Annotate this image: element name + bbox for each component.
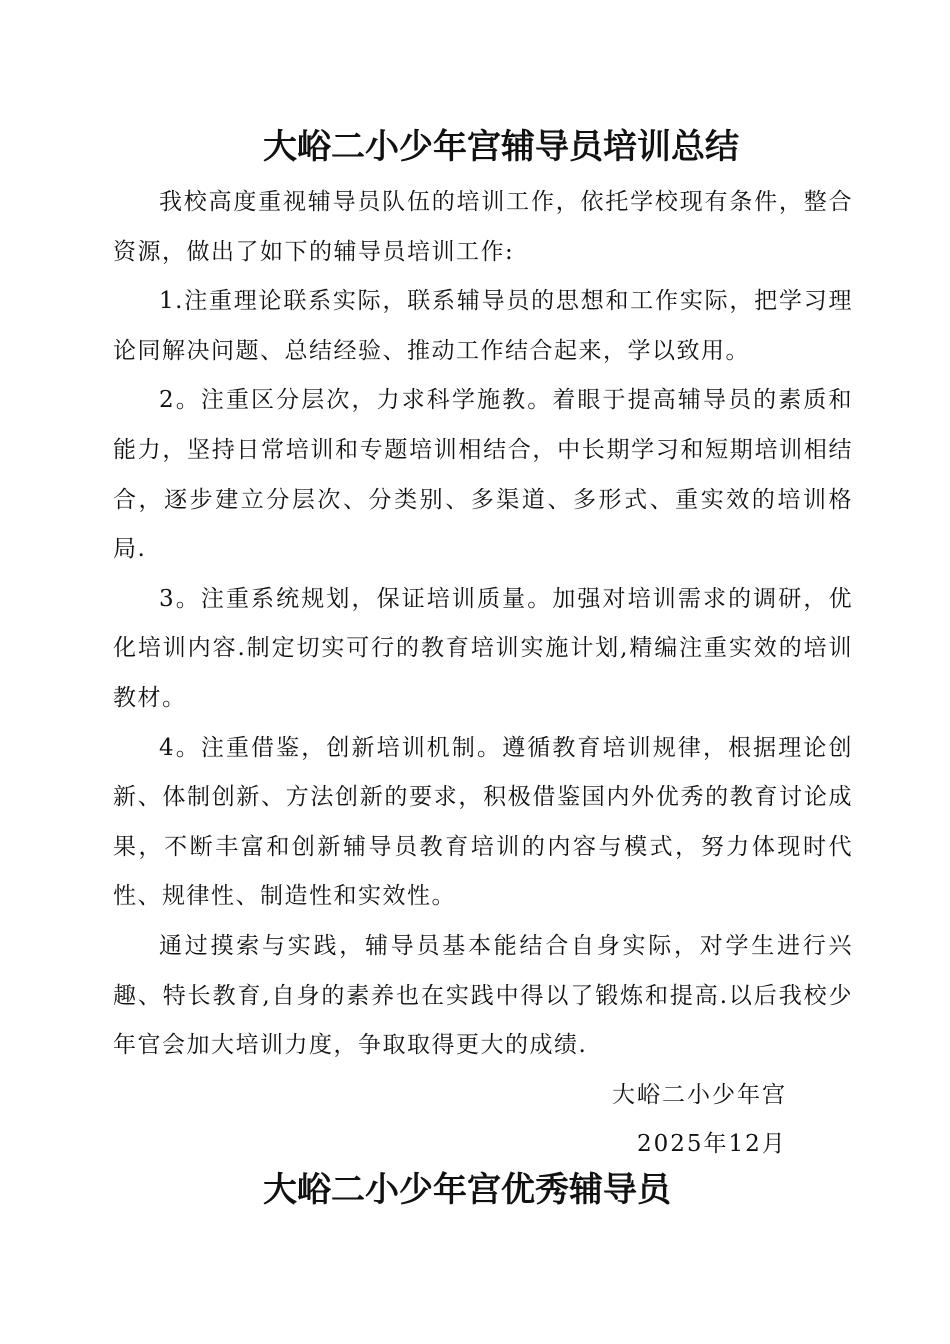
point-1-paragraph: 1.注重理论联系实际，联系辅导员的思想和工作实际，把学习理论同解决问题、总结经验、推动工作结合起来，学以致用。 — [113, 288, 853, 364]
document-body — [113, 178, 853, 1071]
intro-paragraph: 我校高度重视辅导员队伍的培训工作，依托学校现有条件，整合资源，做出了如下的辅导员培训工作: — [113, 189, 853, 265]
document-title: 大峪二小少年宫辅导员培训总结 — [263, 127, 739, 167]
signature-organization: 大峪二小少年宫 — [612, 1082, 787, 1108]
next-section-title: 大峪二小少年宫优秀辅导员 — [263, 1170, 671, 1210]
point-4-paragraph: 4。注重借鉴，创新培训机制。遵循教育培训规律，根据理论创新、体制创新、方法创新的要求，积极借鉴国内外优秀的教育讨论成果，不断丰富和创新辅导员教育培训的内容与模式，努力体现时代性、规律性、制造性和实效性。 — [113, 734, 853, 910]
signature-date: 2025年12月 — [637, 1131, 787, 1157]
point-3-paragraph: 3。注重系统规划，保证培训质量。加强对培训需求的调研，优化培训内容.制定切实可行的教育培训实施计划,精编注重实效的培训教材。 — [113, 585, 853, 711]
point-2-paragraph: 2。注重区分层次，力求科学施教。着眼于提高辅导员的素质和能力，坚持日常培训和专题培训相结合，中长期学习和短期培训相结合，逐步建立分层次、分类别、多渠道、多形式、重实效的培训格局. — [113, 387, 853, 563]
conclusion-paragraph: 通过摸索与实践，辅导员基本能结合自身实际，对学生进行兴趣、特长教育,自身的素养也在实践中得以了锻炼和提高.以后我校少年官会加大培训力度，争取取得更大的成绩. — [113, 932, 853, 1059]
